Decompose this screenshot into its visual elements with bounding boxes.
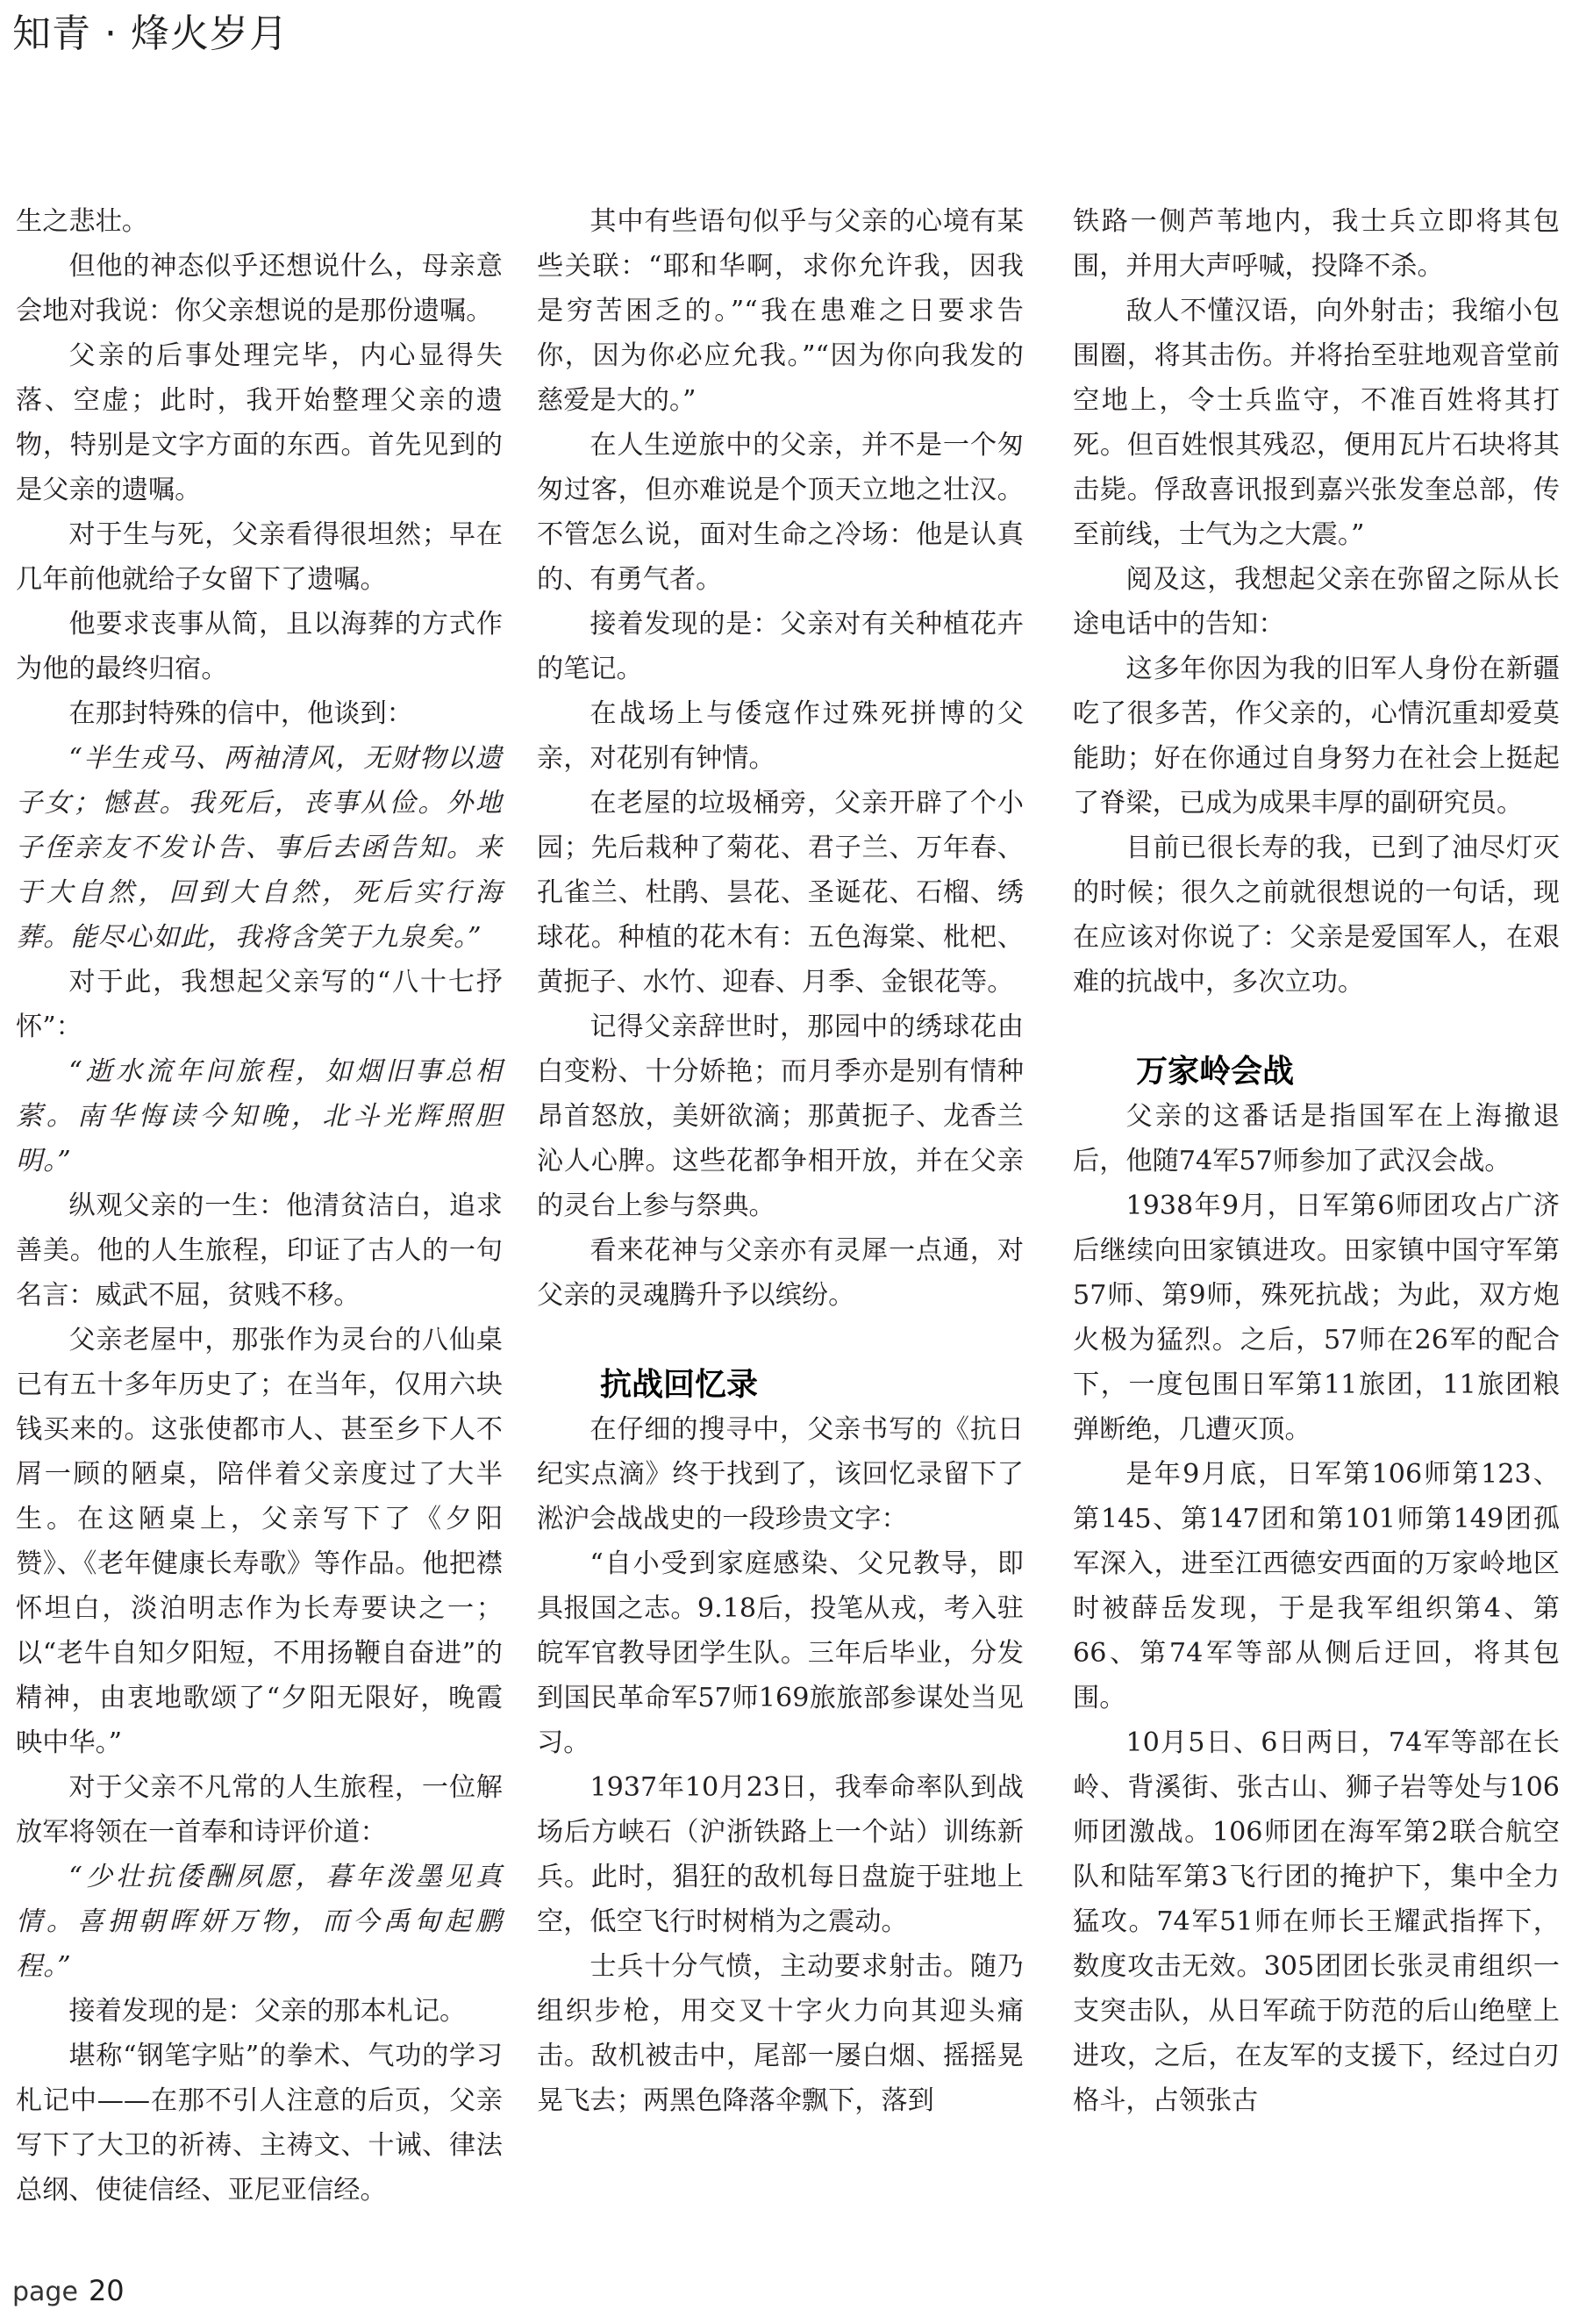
quoted-will: “半生戎马、两袖清风，无财物以遗子女；憾甚。我死后，丧事从俭。外地子侄亲友不发讣告、事后去函告知。来于大自然，回到大自然，死后实行海葬。能尽心如此，我将含笑于九泉矣。”	[16, 743, 503, 953]
section-heading-memoir: 抗战回忆录	[600, 1367, 759, 1403]
paragraph: 10月5日、6日两日，74军等部在长岭、背溪街、张古山、狮子岩等处与106师团激战。106师团在海军第2联合航空队和陆军第3飞行团的掩护下，集中全力猛攻。74军51师在师长王耀武指挥下，数度攻击无效。305团团长张灵甫组织一支突击队，从日军疏于防范的后山绝壁上进攻，之后，在友军的支援下，经过白刃格斗，占领张古	[1073, 1727, 1560, 2116]
paragraph: 在人生逆旅中的父亲，并不是一个匆匆过客，但亦难说是个顶天立地之壮汉。不管怎么说，面对生命之冷场：他是认真的、有勇气者。	[537, 430, 1024, 595]
paragraph: 在那封特殊的信中，他谈到：	[68, 698, 413, 729]
quoted-poem: “逝水流年问旅程，如烟旧事总相萦。南华悔读今知晚，北斗光辉照胆明。”	[16, 1056, 503, 1176]
page-footer	[12, 2274, 125, 2307]
paragraph: 接着发现的是：父亲对有关种植花卉的笔记。	[537, 609, 1024, 684]
paragraph: 在战场上与倭寇作过殊死拼博的父亲，对花别有钟情。	[537, 698, 1024, 774]
paragraph: 在老屋的垃圾桶旁，父亲开辟了个小园；先后栽种了菊花、君子兰、万年春、孔雀兰、杜鹃、昙花、圣诞花、石榴、绣球花。种植的花木有：五色海棠、枇杷、黄扼子、水竹、迎春、月季、金银花等。	[537, 788, 1024, 998]
paragraph: 堪称“钢笔字贴”的拳术、气功的学习札记中——在那不引人注意的后页，父亲写下了大卫的祈祷、主祷文、十诫、律法总纲、使徒信经、亚尼亚信经。	[16, 2041, 503, 2206]
paragraph: 看来花神与父亲亦有灵犀一点通，对父亲的灵魂腾升予以缤纷。	[537, 1235, 1024, 1311]
paragraph: 父亲的后事处理完毕，内心显得失落、空虚；此时，我开始整理父亲的遗物，特别是文字方面的东西。首先见到的是父亲的遗嘱。	[16, 340, 503, 505]
article-column-1	[16, 199, 503, 2213]
paragraph: 接着发现的是：父亲的那本札记。	[68, 1996, 467, 2027]
article-column-2	[537, 199, 1024, 2123]
paragraph: 对于此，我想起父亲写的“八十七抒怀”：	[16, 967, 503, 1042]
paragraph: 对于父亲不凡常的人生旅程，一位解放军将领在一首奉和诗评价道：	[16, 1772, 503, 1848]
paragraph: 但他的神态似乎还想说什么，母亲意会地对我说：你父亲想说的是那份遗嘱。	[16, 251, 503, 326]
paragraph: 是年9月底，日军第106师第123、第145、第147团和第101师第149团孤军深入，进至江西德安西面的万家岭地区时被薛岳发现，于是我军组织第4、第66、第74军等部从侧后迂回，将其包围。	[1073, 1459, 1560, 1713]
paragraph: 1937年10月23日，我奉命率队到战场后方峡石（沪浙铁路上一个站）训练新兵。此时，猖狂的敌机每日盘旋于驻地上空，低空飞行时树梢为之震动。	[537, 1772, 1024, 1937]
page-label: page	[12, 2277, 78, 2307]
quoted-poem: “少壮抗倭酬夙愿，暮年泼墨见真情。喜拥朝晖妍万物，而今禹甸起鹏程。”	[16, 1862, 503, 1982]
paragraph: 其中有些语句似乎与父亲的心境有某些关联：“耶和华啊，求你允许我，因我是穷苦困乏的。”“我在患难之日要求告你，因为你必应允我。”“因为你向我发的慈爱是大的。”	[537, 206, 1024, 416]
paragraph: 铁路一侧芦苇地内，我士兵立即将其包围，并用大声呼喊，投降不杀。	[1073, 206, 1560, 282]
paragraph: 他要求丧事从简，且以海葬的方式作为他的最终归宿。	[16, 609, 503, 684]
paragraph: 对于生与死，父亲看得很坦然；早在几年前他就给子女留下了遗嘱。	[16, 519, 503, 595]
paragraph: 纵观父亲的一生：他清贫洁白，追求善美。他的人生旅程，印证了古人的一句名言：威武不屈，贫贱不移。	[16, 1191, 503, 1311]
section-heading-battle: 万家岭会战	[1136, 1054, 1295, 1090]
paragraph: 目前已很长寿的我，已到了油尽灯灭的时候；很久之前就很想说的一句话，现在应该对你说了：父亲是爱国军人，在艰难的抗战中，多次立功。	[1073, 833, 1560, 998]
paragraph: 1938年9月，日军第6师团攻占广济后继续向田家镇进攻。田家镇中国守军第57师、第9师，殊死抗战；为此，双方炮火极为猛烈。之后，57师在26军的配合下，一度包围日军第11旅团，11旅团粮弹断绝，几遭灭顶。	[1073, 1191, 1560, 1445]
article-column-3	[1073, 199, 1560, 2123]
paragraph: 在仔细的搜寻中，父亲书写的《抗日纪实点滴》终于找到了，该回忆录留下了淞沪会战战史的一段珍贵文字：	[537, 1414, 1024, 1534]
paragraph: 士兵十分气愤，主动要求射击。随乃组织步枪，用交叉十字火力向其迎头痛击。敌机被击中，尾部一屡白烟、摇摇晃晃飞去；两黑色降落伞飘下，落到	[537, 1951, 1024, 2116]
paragraph: “自小受到家庭感染、父兄教导，即具报国之志。9.18后，投笔从戎，考入驻皖军官教导团学生队。三年后毕业，分发到国民革命军57师169旅旅部参谋处当见习。	[537, 1548, 1024, 1758]
paragraph: 记得父亲辞世时，那园中的绣球花由白变粉、十分娇艳；而月季亦是别有情种昂首怒放，美妍欲滴；那黄扼子、龙香兰沁人心脾。这些花都争相开放，并在父亲的灵台上参与祭典。	[537, 1012, 1024, 1221]
paragraph: 父亲老屋中，那张作为灵台的八仙桌已有五十多年历史了；在当年，仅用六块钱买来的。这张使都市人、甚至乡下人不屑一顾的陋桌，陪伴着父亲度过了大半生。在这陋桌上，父亲写下了《夕阳赞》、《老年健康长寿歌》等作品。他把襟怀坦白，淡泊明志作为长寿要诀之一；以“老牛自知夕阳短，不用扬鞭自奋进”的精神，由衷地歌颂了“夕阳无限好，晚霞映中华。”	[16, 1325, 503, 1758]
paragraph: 生之悲壮。	[16, 206, 148, 237]
paragraph: 父亲的这番话是指国军在上海撤退后，他随74军57师参加了武汉会战。	[1073, 1101, 1560, 1176]
paragraph: 这多年你因为我的旧军人身份在新疆吃了很多苦，作父亲的，心情沉重却爱莫能助；好在你通过自身努力在社会上挺起了脊梁，已成为成果丰厚的副研究员。	[1073, 654, 1560, 819]
paragraph: 阅及这，我想起父亲在弥留之际从长途电话中的告知：	[1073, 564, 1560, 640]
paragraph: 敌人不懂汉语，向外射击；我缩小包围圈，将其击伤。并将抬至驻地观音堂前空地上，令士兵监守，不准百姓将其打死。但百姓恨其残忍，便用瓦片石块将其击毙。俘敌喜讯报到嘉兴张发奎总部，传至前线，士气为之大震。”	[1073, 296, 1560, 550]
magazine-section-title: 知青 · 烽火岁月	[12, 11, 289, 56]
page-number: 20	[88, 2274, 125, 2307]
section-gap	[1073, 1005, 1560, 1049]
section-gap	[537, 1318, 1024, 1362]
